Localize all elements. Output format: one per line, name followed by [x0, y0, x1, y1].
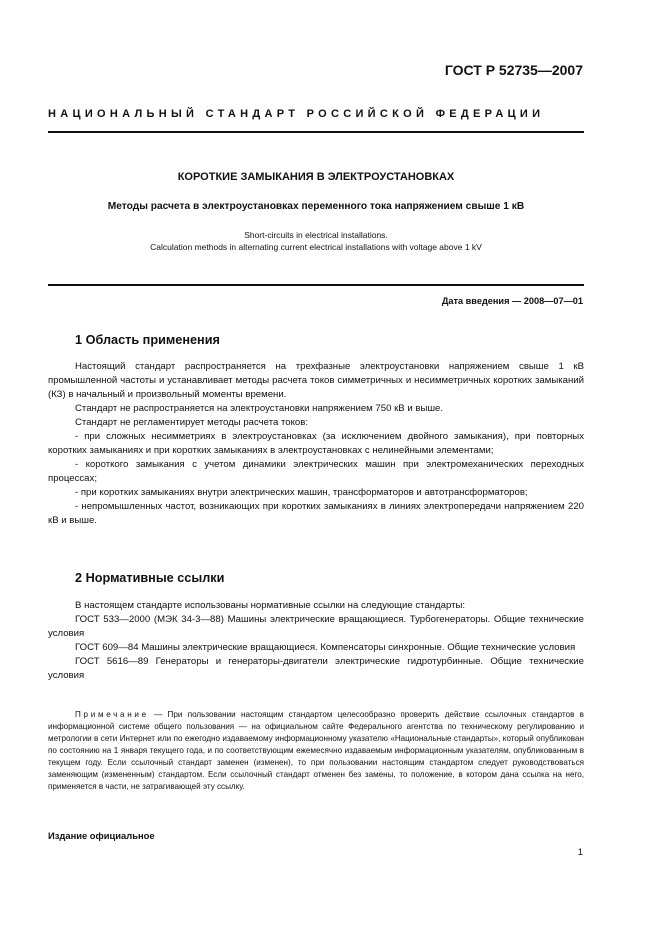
note: [48, 709, 584, 793]
document-subtitle: Методы расчета в электроустановках переменного тока напряжением свыше 1 кВ: [107, 201, 525, 212]
section-2-heading: 2 Нормативные ссылки: [75, 571, 225, 585]
standard-reference: ГОСТ 609—84 Машины электрические вращающиеся. Компенсаторы синхронные. Общие технические условия: [75, 642, 576, 653]
section-1-list-item: - при сложных несимметриях в электроустановках (за исключением двойного замыкания), при повторных коротких замыканиях и при коротких замыканиях в электроустановках с нелинейными элементами;: [48, 431, 584, 456]
introduction-date: Дата введения — 2008—07—01: [441, 296, 583, 306]
section-1-list-item: - непромышленных частот, возникающих при коротких замыканиях в линиях электропередачи напряжением 220 кВ и выше.: [48, 501, 584, 526]
english-title-line1: Short-circuits in electrical installations.: [244, 230, 388, 240]
section-1-list-item: - короткого замыкания с учетом динамики электрических машин при электромеханических переходных процессах;: [48, 459, 584, 484]
date-divider: [48, 284, 584, 286]
page-number: 1: [577, 847, 583, 858]
document-title: КОРОТКИЕ ЗАМЫКАНИЯ В ЭЛЕКТРОУСТАНОВКАХ: [177, 171, 455, 183]
national-standard-title: НАЦИОНАЛЬНЫЙ СТАНДАРТ РОССИЙСКОЙ ФЕДЕРАЦИИ: [48, 108, 545, 120]
gost-number: ГОСТ Р 52735—2007: [444, 62, 583, 78]
note-paragraph: [48, 709, 584, 793]
note-label: Примечание: [75, 710, 149, 719]
section-1-paragraph: Стандарт не распространяется на электроустановки напряжением 750 кВ и выше.: [75, 403, 444, 414]
english-title-line2: Calculation methods in alternating current electrical installations with voltage above 1 kV: [150, 242, 482, 252]
section-1-heading: 1 Область применения: [75, 333, 220, 347]
top-divider: [48, 131, 584, 133]
section-1-paragraph: Настоящий стандарт распространяется на трехфазные электроустановки напряжением свыше 1 кВ промышленной частоты и устанавливает методы расчета токов симметричных и несимметричных коротких замыканий (КЗ) в начальный и произвольный моменты времени.: [48, 361, 584, 400]
standard-reference: ГОСТ 533—2000 (МЭК 34-3—88) Машины электрические вращающиеся. Турбогенераторы. Общие технические условия: [48, 614, 584, 639]
section-2-body: [48, 599, 584, 683]
section-2-paragraph: В настоящем стандарте использованы нормативные ссылки на следующие стандарты:: [75, 600, 466, 611]
standard-reference: ГОСТ 5616—89 Генераторы и генераторы-двигатели электрические гидротурбинные. Общие технические условия: [48, 656, 584, 681]
note-text: — При пользовании настоящим стандартом целесообразно проверить действие ссылочных стандартов в информационной системе общего пользования — на официальном сайте Федерального агентства по техническому регулированию и метрологии в сети Интернет или по ежегодно издаваемому информационному указателю «Национальные стандарты», который опубликован по состоянию на 1 января текущего года, и по соответствующим ежемесячно издаваемым информационным указателям, опубликованным в текущем году. Если ссылочный стандарт заменен (изменен), то при пользовании настоящим стандартом следует руководствоваться заменяющим (измененным) стандартом. Если ссылочный стандарт отменен без замены, то положение, в котором дана ссылка на него, применяется в части, не затрагивающей эту ссылку.: [48, 710, 584, 791]
section-1-list-item: - при коротких замыканиях внутри электрических машин, трансформаторов и автотрансформаторов;: [75, 487, 528, 498]
section-1-paragraph: Стандарт не регламентирует методы расчета токов:: [75, 417, 309, 428]
english-title: [48, 229, 584, 253]
section-1-body: [48, 360, 584, 528]
official-edition: Издание официальное: [48, 830, 155, 841]
